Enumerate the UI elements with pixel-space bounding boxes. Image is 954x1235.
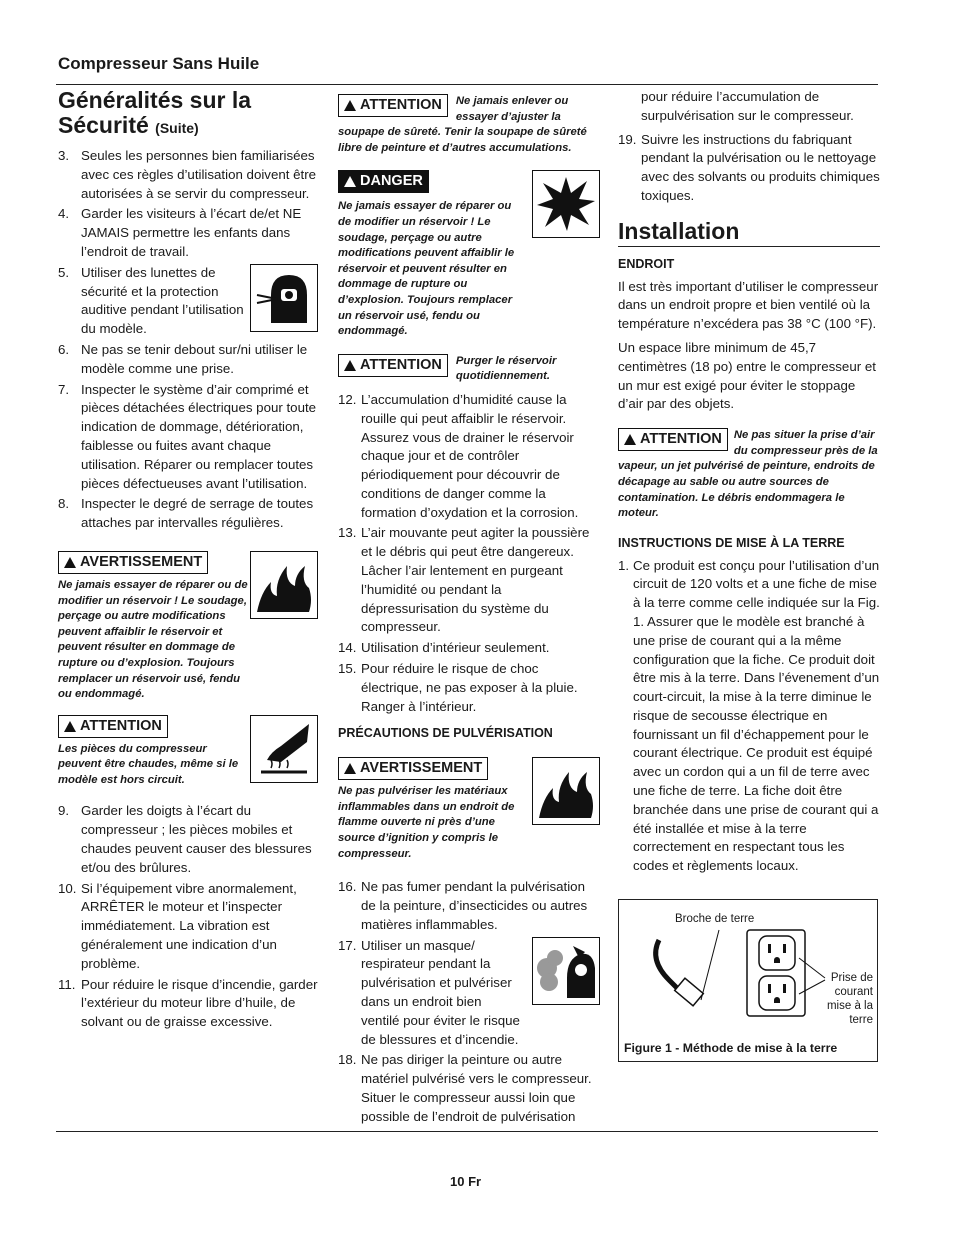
list-item: 14. Utilisation d’intérieur seulement. (338, 640, 550, 656)
hot-surface-icon (250, 715, 318, 783)
warning-block (338, 757, 600, 862)
list-item: 4. Garder les visiteurs à l’écart de/et NE JAMAIS permettre les enfants dans l’endroit de travail. (58, 206, 302, 259)
explosion-icon (532, 170, 600, 238)
warning-block (58, 551, 318, 703)
caution-block (58, 715, 318, 789)
list-item: 13. L’air mouvante peut agiter la poussière et le débris qui peut être dangereux. Lâcher l’air lentement en purgeant l’humidité ou pendant la dépressurisation du système du compresseur. (338, 525, 590, 635)
warning-triangle-icon (624, 434, 636, 445)
caution-text: Purger le réservoir quotidiennement. (455, 354, 557, 383)
list-item: 11. Pour réduire le risque d’incendie, garder l’extérieur du moteur libre d’huile, de solvant ou de graisse excessive. (58, 976, 318, 1030)
danger-block (338, 170, 600, 339)
warning-triangle-icon (344, 176, 356, 187)
avertissement-badge: AVERTISSEMENT (338, 757, 488, 780)
caution-block (338, 354, 600, 385)
list-item: 7. Inspecter le système d’air comprimé et pièces détachées électriques pour toute indication de dommage, détérioration, faiblesse ou fuites avant chaque utilisation. Réparer ou remplacer toutes pièces défectueuses avant l’utilisation. (58, 381, 317, 491)
avertissement-badge: AVERTISSEMENT (58, 551, 208, 574)
warning-triangle-icon (64, 557, 76, 568)
caution-text: Les pièces du compresseur peuvent être chaudes, même si le modèle est hors circuit. (58, 742, 239, 786)
list-item: 15. Pour réduire le risque de choc électrique, ne pas exposer à la pluie. Ranger à l’intérieur. (338, 661, 578, 714)
list-item: 5. Utiliser des lunettes de sécurité et la protection auditive pendant l’utilisation du modèle. (58, 264, 318, 339)
attention-badge: ATTENTION (338, 354, 448, 377)
list-item: 8. Inspecter le degré de serrage de toutes attaches par intervalles régulières. (58, 496, 314, 531)
list-item: 1. Ce produit est conçu pour l’utilisation d’un circuit de 120 volts et a une fiche de mise à la terre comme celle indiquée sur la Fig. 1. Assurer que le modèle est branché à une prise de courant qui a la même configuration que la fiche. Ce produit doit être mis à la terre. Dans l’évenement d’un court-circuit, la mise à la terre diminue le risque de secousse électrique en fournissant un fil d’échappement pour le courant électrique. Ce produit est équipé avec un cordon qui a un fil de terre avec une fiche de terre. La fiche doit être branchée dans une prise de courant qui a été installée et mise à la terre correctement en respectant tous les codes et règlements locaux. (618, 557, 880, 874)
figure-caption: Figure 1 - Méthode de mise à la terre (624, 1041, 838, 1055)
list-item: 3. Seules les personnes bien familiarisées avec ces règles d’utilisation doivent être autorisées à se servir du compresseur. (58, 148, 317, 201)
list-item: 10. Si l’équipement vibre anormalement, ARRÊTER le moteur et l’inspecter immédiatement. La vibration est généralement une indication d’un problème. (58, 880, 297, 971)
caution-block (618, 428, 880, 522)
column-1 (58, 88, 318, 1034)
fire-icon (250, 551, 318, 619)
warning-text: Ne jamais essayer de réparer ou de modifier un réservoir ! Le soudage, perçage ou autre modifications peuvent affaiblir le réservoir et peuvent résulter en dommage de rupture ou d’explosion. Toujours remplacer un réservoir usé, fendu ou endommagé. (58, 578, 248, 701)
spray-precautions-heading: PRÉCAUTIONS DE PULVÉRISATION (338, 726, 553, 741)
document-header: Compresseur Sans Huile (58, 54, 260, 73)
grounding-figure (618, 899, 878, 1062)
caution-block (338, 94, 600, 156)
location-paragraph-2: Un espace libre minimum de 45,7 centimètres (18 po) entre le compresseur et un mur est exigé pour éviter le stoppage d’air par des objets. (618, 339, 876, 412)
list-item: 17. Utiliser un masque/ respirateur pendant la pulvérisation et pulvériser dans un endroit bien ventilé pour éviter le risque de blessures et d’incendie. (338, 937, 600, 1050)
attention-badge: ATTENTION (618, 428, 728, 451)
ground-pin-label: Broche de terre (675, 913, 755, 925)
safety-list-2 (58, 802, 318, 1032)
respirator-mask-icon (532, 937, 600, 1005)
header-rule (56, 84, 878, 85)
section-title-text: Généralités sur la Sécurité (58, 87, 252, 138)
column-2 (338, 90, 600, 1129)
safety-list-5 (618, 131, 880, 206)
list-item: 16. Ne pas fumer pendant la pulvérisation de la peinture, d’insecticides ou autres matières inflammables. (338, 879, 588, 932)
warning-triangle-icon (64, 721, 76, 732)
location-heading: ENDROIT (618, 256, 675, 271)
attention-badge: ATTENTION (58, 715, 168, 738)
list-item: 9. Garder les doigts à l’écart du compresseur ; les pièces mobiles et chaudes peuvent causer des blessures et/ou des brûlures. (58, 803, 312, 875)
warning-triangle-icon (344, 100, 356, 111)
section-title-suffix: (Suite) (155, 120, 199, 136)
footer-rule (56, 1131, 878, 1132)
safety-list-3 (338, 391, 600, 717)
list-item: 18. Ne pas diriger la peinture ou autre matériel pulvérisé vers le compresseur. Situer le compresseur aussi loin que possible de l’endroit de pulvérisation (338, 1052, 592, 1124)
list-item: 6. Ne pas se tenir debout sur/ni utiliser le modèle comme une prise. (58, 341, 308, 376)
warning-triangle-icon (344, 763, 356, 774)
attention-badge: ATTENTION (338, 94, 448, 117)
page-number: 10 Fr (450, 1174, 482, 1189)
danger-text: Ne jamais essayer de réparer ou de modifier un réservoir ! Le soudage, perçage ou autre modifications peuvent affaiblir le réservoir et peuvent résulter en dommage de rupture ou d’explosion. Toujours remplacer un réservoir usé, fendu ou endommagé. (338, 200, 515, 338)
fire-icon (532, 757, 600, 825)
danger-badge: DANGER (338, 170, 429, 193)
continued-text: pour réduire l’accumulation de surpulvérisation sur le compresseur. (641, 89, 854, 123)
list-item: 19. Suivre les instructions du fabriquant pendant la pulvérisation ou le nettoyage avec des solvants ou produits chimiques toxiques. (618, 131, 880, 203)
ear-eye-protection-icon (250, 264, 318, 332)
warning-triangle-icon (344, 360, 356, 371)
list-item: 12. L’accumulation d’humidité cause la rouille qui peut affaiblir le réservoir. Assurez vous de drainer le réservoir chaque jour et de contrôler périodiquement pour découvrir de conditions de danger comme la formation d’oxydation et la corrosion. (338, 391, 579, 520)
grounding-list (618, 557, 880, 877)
safety-list-1 (58, 147, 318, 533)
section-title (58, 88, 318, 141)
installation-title: Installation (618, 218, 880, 247)
caution-text: Ne jamais enlever ou essayer d’ajuster la soupape de sûreté. Tenir la soupape de sûreté libre de peinture et d’autres accumulations. (338, 95, 587, 154)
safety-list-4 (338, 878, 600, 1126)
caution-text: Ne pas situer la prise d’air du compresseur près de la vapeur, un jet pulvérisé de peinture, endroits de décapage au sable ou autre sources de contamination. Le débris endommagera le moteur. (618, 429, 878, 520)
column-3 (618, 88, 880, 878)
outlet-label: Prise de courant mise à la terre (826, 972, 873, 1026)
grounding-heading: INSTRUCTIONS DE MISE À LA TERRE (618, 535, 845, 550)
location-paragraph-1: Il est très important d’utiliser le compresseur dans un endroit propre et bien ventilé où la température n’excédera pas 38 °C (100 °F). (618, 278, 879, 332)
warning-text: Ne pas pulvériser les matériaux inflammables dans un endroit de flamme ouverte ni près d’une source d’ignition y compris le compresseur. (338, 785, 515, 860)
